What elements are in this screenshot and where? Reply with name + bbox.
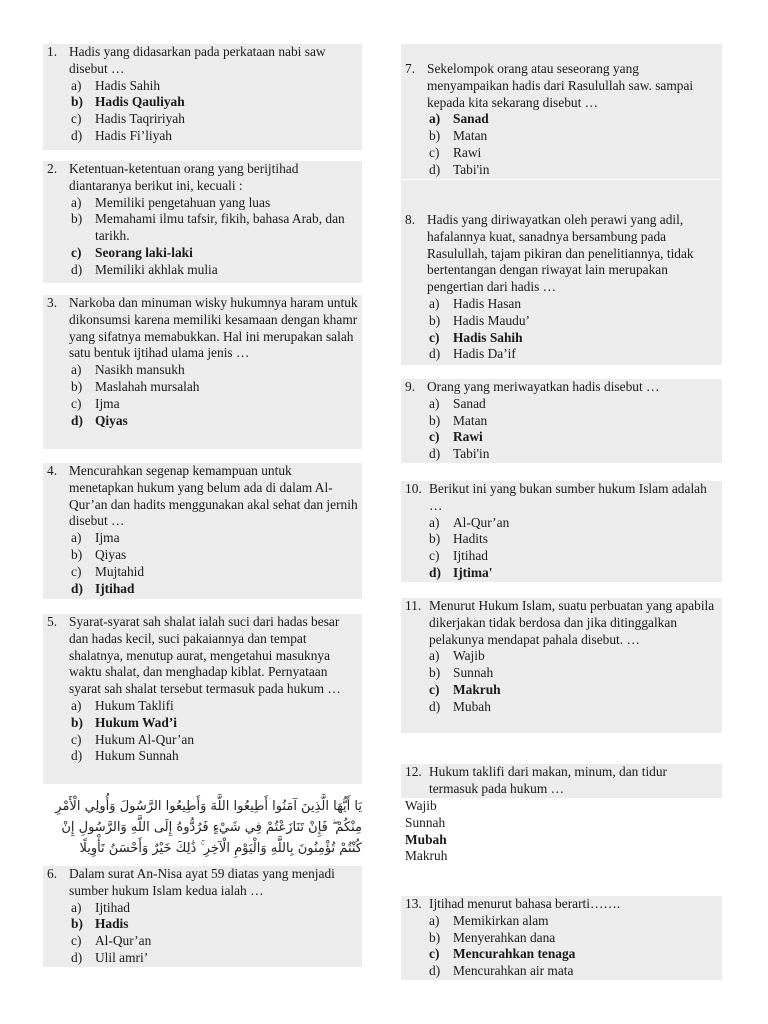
question-number: 6. bbox=[47, 866, 58, 881]
option-letter: d) bbox=[71, 580, 83, 596]
question-stem: Ijtihad menurut bahasa berarti……. bbox=[429, 896, 621, 911]
option-b-correct[interactable] bbox=[47, 94, 358, 111]
option-d[interactable] bbox=[405, 162, 718, 179]
option-letter: b) bbox=[429, 929, 441, 945]
option-a[interactable] bbox=[47, 195, 358, 212]
question-stem: Dalam surat An-Nisa ayat 59 diatas yang menjadi sumber hukum Islam kedua ialah … bbox=[69, 866, 335, 898]
option-c[interactable] bbox=[47, 732, 358, 749]
option-text: Hadis Taqririyah bbox=[95, 111, 185, 127]
question-1 bbox=[43, 44, 362, 150]
option-letter: a) bbox=[429, 514, 440, 530]
option-text: Hukum Sunnah bbox=[95, 748, 179, 764]
question-number: 7. bbox=[405, 61, 416, 76]
option-d[interactable] bbox=[47, 128, 358, 145]
option-letter: a) bbox=[429, 648, 440, 664]
question-number: 3. bbox=[47, 295, 58, 310]
option-letter: c) bbox=[71, 111, 82, 127]
option-a[interactable] bbox=[405, 913, 718, 930]
question-11 bbox=[401, 598, 722, 733]
option-letter: a) bbox=[71, 899, 82, 915]
option-text: Mencurahkan tenaga bbox=[453, 946, 576, 962]
option-letter: d) bbox=[71, 261, 83, 277]
option-text: Mujtahid bbox=[95, 563, 145, 579]
option-b[interactable] bbox=[405, 665, 718, 682]
question-number: 9. bbox=[405, 379, 416, 394]
option-letter: b) bbox=[71, 211, 83, 227]
arabic-verse-an-nisa-59: يَا أَيُّهَا الَّذِينَ آمَنُوا أَطِيعُوا اللَّهَ وَأَطِيعُوا الرَّسُولَ وَأُولِي الْأَمْرِ مِنْكُمْ ۖ فَإِنْ تَنَازَعْتُمْ فِي شَيْءٍ فَرُدُّوهُ إِلَى اللَّهِ وَالرَّسُولِ إِنْ كُنْتُمْ تُؤْمِنُونَ بِاللَّهِ وَالْيَوْمِ الْآخِرِ ۚ ذَٰلِكَ خَيْرٌ وَأَحْسَنُ تَأْوِيلًا bbox=[55, 799, 362, 856]
question-number: 10. bbox=[405, 481, 422, 496]
option-text: Ulil amri’ bbox=[95, 949, 149, 965]
option-text: Al-Qur’an bbox=[453, 514, 510, 530]
option-text: Ijma bbox=[95, 395, 120, 411]
option-c-correct[interactable] bbox=[47, 245, 358, 262]
option-text: Hadits bbox=[453, 531, 488, 547]
option-text: Sanad bbox=[453, 395, 486, 411]
option-letter: c) bbox=[429, 144, 440, 160]
option-text: Memiliki akhlak mulia bbox=[95, 261, 218, 277]
option-text: Menyerahkan dana bbox=[453, 929, 556, 945]
option-letter: a) bbox=[429, 912, 440, 928]
option-a[interactable] bbox=[405, 296, 718, 313]
option-text: Ijtihad bbox=[453, 548, 488, 564]
question-number: 13. bbox=[405, 896, 422, 911]
question-2 bbox=[43, 161, 362, 283]
option-text: Memahami ilmu tafsir, fikih, bahasa Arab, dan tarikh. bbox=[95, 211, 345, 244]
option-a[interactable] bbox=[47, 362, 358, 379]
option-letter: a) bbox=[429, 111, 441, 127]
option-b[interactable] bbox=[47, 211, 358, 245]
option-text: Hukum Wad’i bbox=[95, 714, 177, 730]
question-12 bbox=[401, 764, 722, 798]
option-letter: d) bbox=[429, 698, 441, 714]
option-a[interactable] bbox=[405, 515, 718, 532]
option-text: Hadis Da’if bbox=[453, 346, 516, 362]
option-b[interactable] bbox=[47, 379, 358, 396]
option-letter: c) bbox=[429, 329, 440, 345]
option-letter: b) bbox=[429, 412, 441, 428]
option-a-correct[interactable] bbox=[405, 111, 718, 128]
option-a[interactable] bbox=[47, 698, 358, 715]
option-a[interactable] bbox=[405, 396, 718, 413]
question-stem: Hukum taklifi dari makan, minum, dan tidur termasuk pada hukum … bbox=[429, 764, 668, 796]
option-d[interactable] bbox=[47, 950, 358, 967]
question-9 bbox=[401, 379, 722, 463]
option-text: Mubah bbox=[453, 698, 491, 714]
option-text: Tabi'in bbox=[453, 161, 490, 177]
option-letter: b) bbox=[71, 378, 83, 394]
option-c-correct[interactable] bbox=[405, 429, 718, 446]
question-stem: Berikut ini yang bukan sumber hukum Islam adalah … bbox=[429, 481, 707, 513]
option-letter: a) bbox=[71, 697, 82, 713]
option-letter: d) bbox=[429, 161, 441, 177]
option-b[interactable] bbox=[405, 128, 718, 145]
option-c-correct[interactable] bbox=[405, 682, 718, 699]
option-letter: b) bbox=[429, 665, 441, 681]
question-stem: Hadis yang diriwayatkan oleh perawi yang adil, hafalannya kuat, sanadnya bersambung pada Rasulullah, tajam pikiran dan penelitiannya, tidak bertentangan dengan riwayat lain merupakan pengertian dari hadis … bbox=[427, 212, 694, 295]
option-wajib[interactable]: Wajib bbox=[405, 798, 437, 813]
option-letter: a) bbox=[71, 530, 82, 546]
option-b[interactable] bbox=[47, 547, 358, 564]
option-letter: d) bbox=[71, 127, 83, 143]
option-text: Sunnah bbox=[453, 665, 494, 681]
option-letter: b) bbox=[429, 312, 441, 328]
option-text: Matan bbox=[453, 412, 488, 428]
option-text: Hadis Qauliyah bbox=[95, 94, 185, 110]
option-text: Seorang laki-laki bbox=[95, 244, 193, 260]
question-stem: Menurut Hukum Islam, suatu perbuatan yang apabila dikerjakan tidak berdosa dan jika ditinggalkan pelakunya mendapat pahala disebut. … bbox=[429, 598, 715, 647]
question-number: 8. bbox=[405, 212, 416, 227]
option-letter: a) bbox=[429, 295, 440, 311]
question-number: 12. bbox=[405, 764, 422, 779]
option-text: Memiliki pengetahuan yang luas bbox=[95, 194, 271, 210]
option-c-correct[interactable] bbox=[405, 946, 718, 963]
option-letter: c) bbox=[429, 548, 440, 564]
option-text: Hadis Maudu’ bbox=[453, 312, 530, 328]
option-letter: c) bbox=[71, 563, 82, 579]
option-d[interactable] bbox=[47, 262, 358, 279]
option-d[interactable] bbox=[47, 748, 358, 765]
question-stem: Ketentuan-ketentuan orang yang berijtihad diantaranya berikut ini, kecuali : bbox=[69, 161, 299, 193]
question-3 bbox=[43, 295, 362, 449]
option-letter: d) bbox=[429, 346, 441, 362]
option-letter: b) bbox=[71, 546, 83, 562]
question-8 bbox=[401, 180, 722, 365]
option-letter: a) bbox=[429, 395, 440, 411]
option-text: Ijma bbox=[95, 530, 120, 546]
option-b[interactable] bbox=[405, 413, 718, 430]
question-7 bbox=[401, 44, 722, 179]
option-letter: c) bbox=[71, 731, 82, 747]
option-text: Qiyas bbox=[95, 412, 128, 428]
option-letter: d) bbox=[71, 748, 83, 764]
option-text: Hadis Hasan bbox=[453, 295, 522, 311]
option-c[interactable] bbox=[47, 396, 358, 413]
option-text: Hukum Al-Qur’an bbox=[95, 731, 195, 747]
option-d-correct[interactable] bbox=[405, 565, 718, 582]
option-text: Tabi'in bbox=[453, 446, 490, 462]
option-d[interactable] bbox=[405, 346, 718, 363]
question-number: 11. bbox=[405, 598, 422, 613]
question-stem: Syarat-syarat sah shalat ialah suci dari hadas besar dan hadas kecil, suci pakaiannya dan tempat shalatnya, menutup aurat, mengetahui masuknya waktu shalat, dan menghadap kiblat. Pernyataan syarat sah shalat tersebut termasuk pada hukum … bbox=[69, 614, 341, 697]
option-letter: d) bbox=[429, 963, 441, 979]
option-d[interactable] bbox=[405, 699, 718, 716]
option-b[interactable] bbox=[405, 531, 718, 548]
option-letter: c) bbox=[429, 681, 440, 697]
question-5 bbox=[43, 614, 362, 784]
option-text: Wajib bbox=[453, 648, 485, 664]
option-a[interactable] bbox=[47, 900, 358, 917]
option-letter: c) bbox=[71, 933, 82, 949]
option-mubah-correct[interactable]: Mubah bbox=[405, 831, 447, 847]
option-text: Ijtihad bbox=[95, 580, 135, 596]
option-c[interactable] bbox=[47, 111, 358, 128]
option-text: Hadis Fi’liyah bbox=[95, 127, 172, 143]
option-letter: b) bbox=[71, 94, 83, 110]
question-stem: Mencurahkan segenap kemampuan untuk menetapkan hukum yang belum ada di dalam Al-Qur’an dan hadits menggunakan akal sehat dan jernih disebut … bbox=[69, 463, 358, 529]
option-a[interactable] bbox=[47, 530, 358, 547]
option-text: Matan bbox=[453, 128, 488, 144]
option-letter: a) bbox=[71, 362, 82, 378]
option-text: Memikirkan alam bbox=[453, 912, 549, 928]
option-text: Nasikh mansukh bbox=[95, 362, 185, 378]
option-d-correct[interactable] bbox=[47, 581, 358, 598]
option-makruh[interactable]: Makruh bbox=[405, 848, 448, 864]
option-letter: b) bbox=[71, 916, 83, 932]
question-stem: Narkoba dan minuman wisky hukumnya haram untuk dikonsumsi karena memiliki kesamaan dengan khamr yang sifatnya memabukkan. Hal ini merupakan salah satu bentuk ijtihad ulama jenis … bbox=[69, 295, 358, 361]
option-text: Makruh bbox=[453, 681, 501, 697]
option-letter: c) bbox=[429, 946, 440, 962]
option-text: Qiyas bbox=[95, 546, 127, 562]
question-stem: Sekelompok orang atau seseorang yang menyampaikan hadis dari Rasulullah saw. sampai kepada kita sekarang disebut … bbox=[427, 61, 694, 110]
option-text: Rawi bbox=[453, 144, 482, 160]
question-stem: Orang yang meriwayatkan hadis disebut … bbox=[427, 379, 660, 394]
option-text: Maslahah mursalah bbox=[95, 378, 200, 394]
option-sunnah[interactable]: Sunnah bbox=[405, 814, 446, 830]
option-text: Rawi bbox=[453, 429, 483, 445]
option-d-correct[interactable] bbox=[47, 413, 358, 430]
option-b-correct[interactable] bbox=[47, 916, 358, 933]
option-c-correct[interactable] bbox=[405, 330, 718, 347]
option-d[interactable] bbox=[405, 963, 718, 980]
option-c[interactable] bbox=[405, 145, 718, 162]
question-number: 1. bbox=[47, 44, 58, 59]
option-letter: d) bbox=[429, 564, 441, 580]
option-letter: c) bbox=[71, 395, 82, 411]
question-13 bbox=[401, 896, 722, 980]
option-text: Mencurahkan air mata bbox=[453, 963, 574, 979]
option-a[interactable] bbox=[47, 78, 358, 95]
option-letter: c) bbox=[71, 244, 82, 260]
option-text: Al-Qur’an bbox=[95, 933, 152, 949]
question-stem: Hadis yang didasarkan pada perkataan nabi saw disebut … bbox=[69, 44, 326, 76]
option-a[interactable] bbox=[405, 648, 718, 665]
option-text: Hadis Sahih bbox=[453, 329, 523, 345]
question-number: 5. bbox=[47, 614, 58, 629]
option-letter: d) bbox=[71, 949, 83, 965]
question-6 bbox=[43, 866, 362, 967]
option-letter: b) bbox=[429, 531, 441, 547]
option-text: Hadis Sahih bbox=[95, 77, 161, 93]
question-12-options bbox=[401, 798, 722, 865]
option-letter: a) bbox=[71, 77, 82, 93]
option-letter: c) bbox=[429, 429, 440, 445]
option-c[interactable] bbox=[405, 548, 718, 565]
option-b[interactable] bbox=[405, 930, 718, 947]
question-number: 4. bbox=[47, 463, 58, 478]
option-text: Hukum Taklifi bbox=[95, 697, 174, 713]
option-text: Ijtihad bbox=[95, 899, 130, 915]
option-c[interactable] bbox=[47, 564, 358, 581]
option-letter: d) bbox=[71, 412, 83, 428]
option-text: Ijtima' bbox=[453, 564, 493, 580]
option-letter: a) bbox=[71, 194, 82, 210]
option-b-correct[interactable] bbox=[47, 715, 358, 732]
option-letter: b) bbox=[71, 714, 83, 730]
question-4 bbox=[43, 463, 362, 599]
option-letter: d) bbox=[429, 446, 441, 462]
option-text: Sanad bbox=[453, 111, 489, 127]
option-d[interactable] bbox=[405, 446, 718, 463]
option-letter: b) bbox=[429, 128, 441, 144]
option-text: Hadis bbox=[95, 916, 129, 932]
option-b[interactable] bbox=[405, 313, 718, 330]
question-number: 2. bbox=[47, 161, 58, 176]
option-c[interactable] bbox=[47, 933, 358, 950]
question-10 bbox=[401, 481, 722, 582]
